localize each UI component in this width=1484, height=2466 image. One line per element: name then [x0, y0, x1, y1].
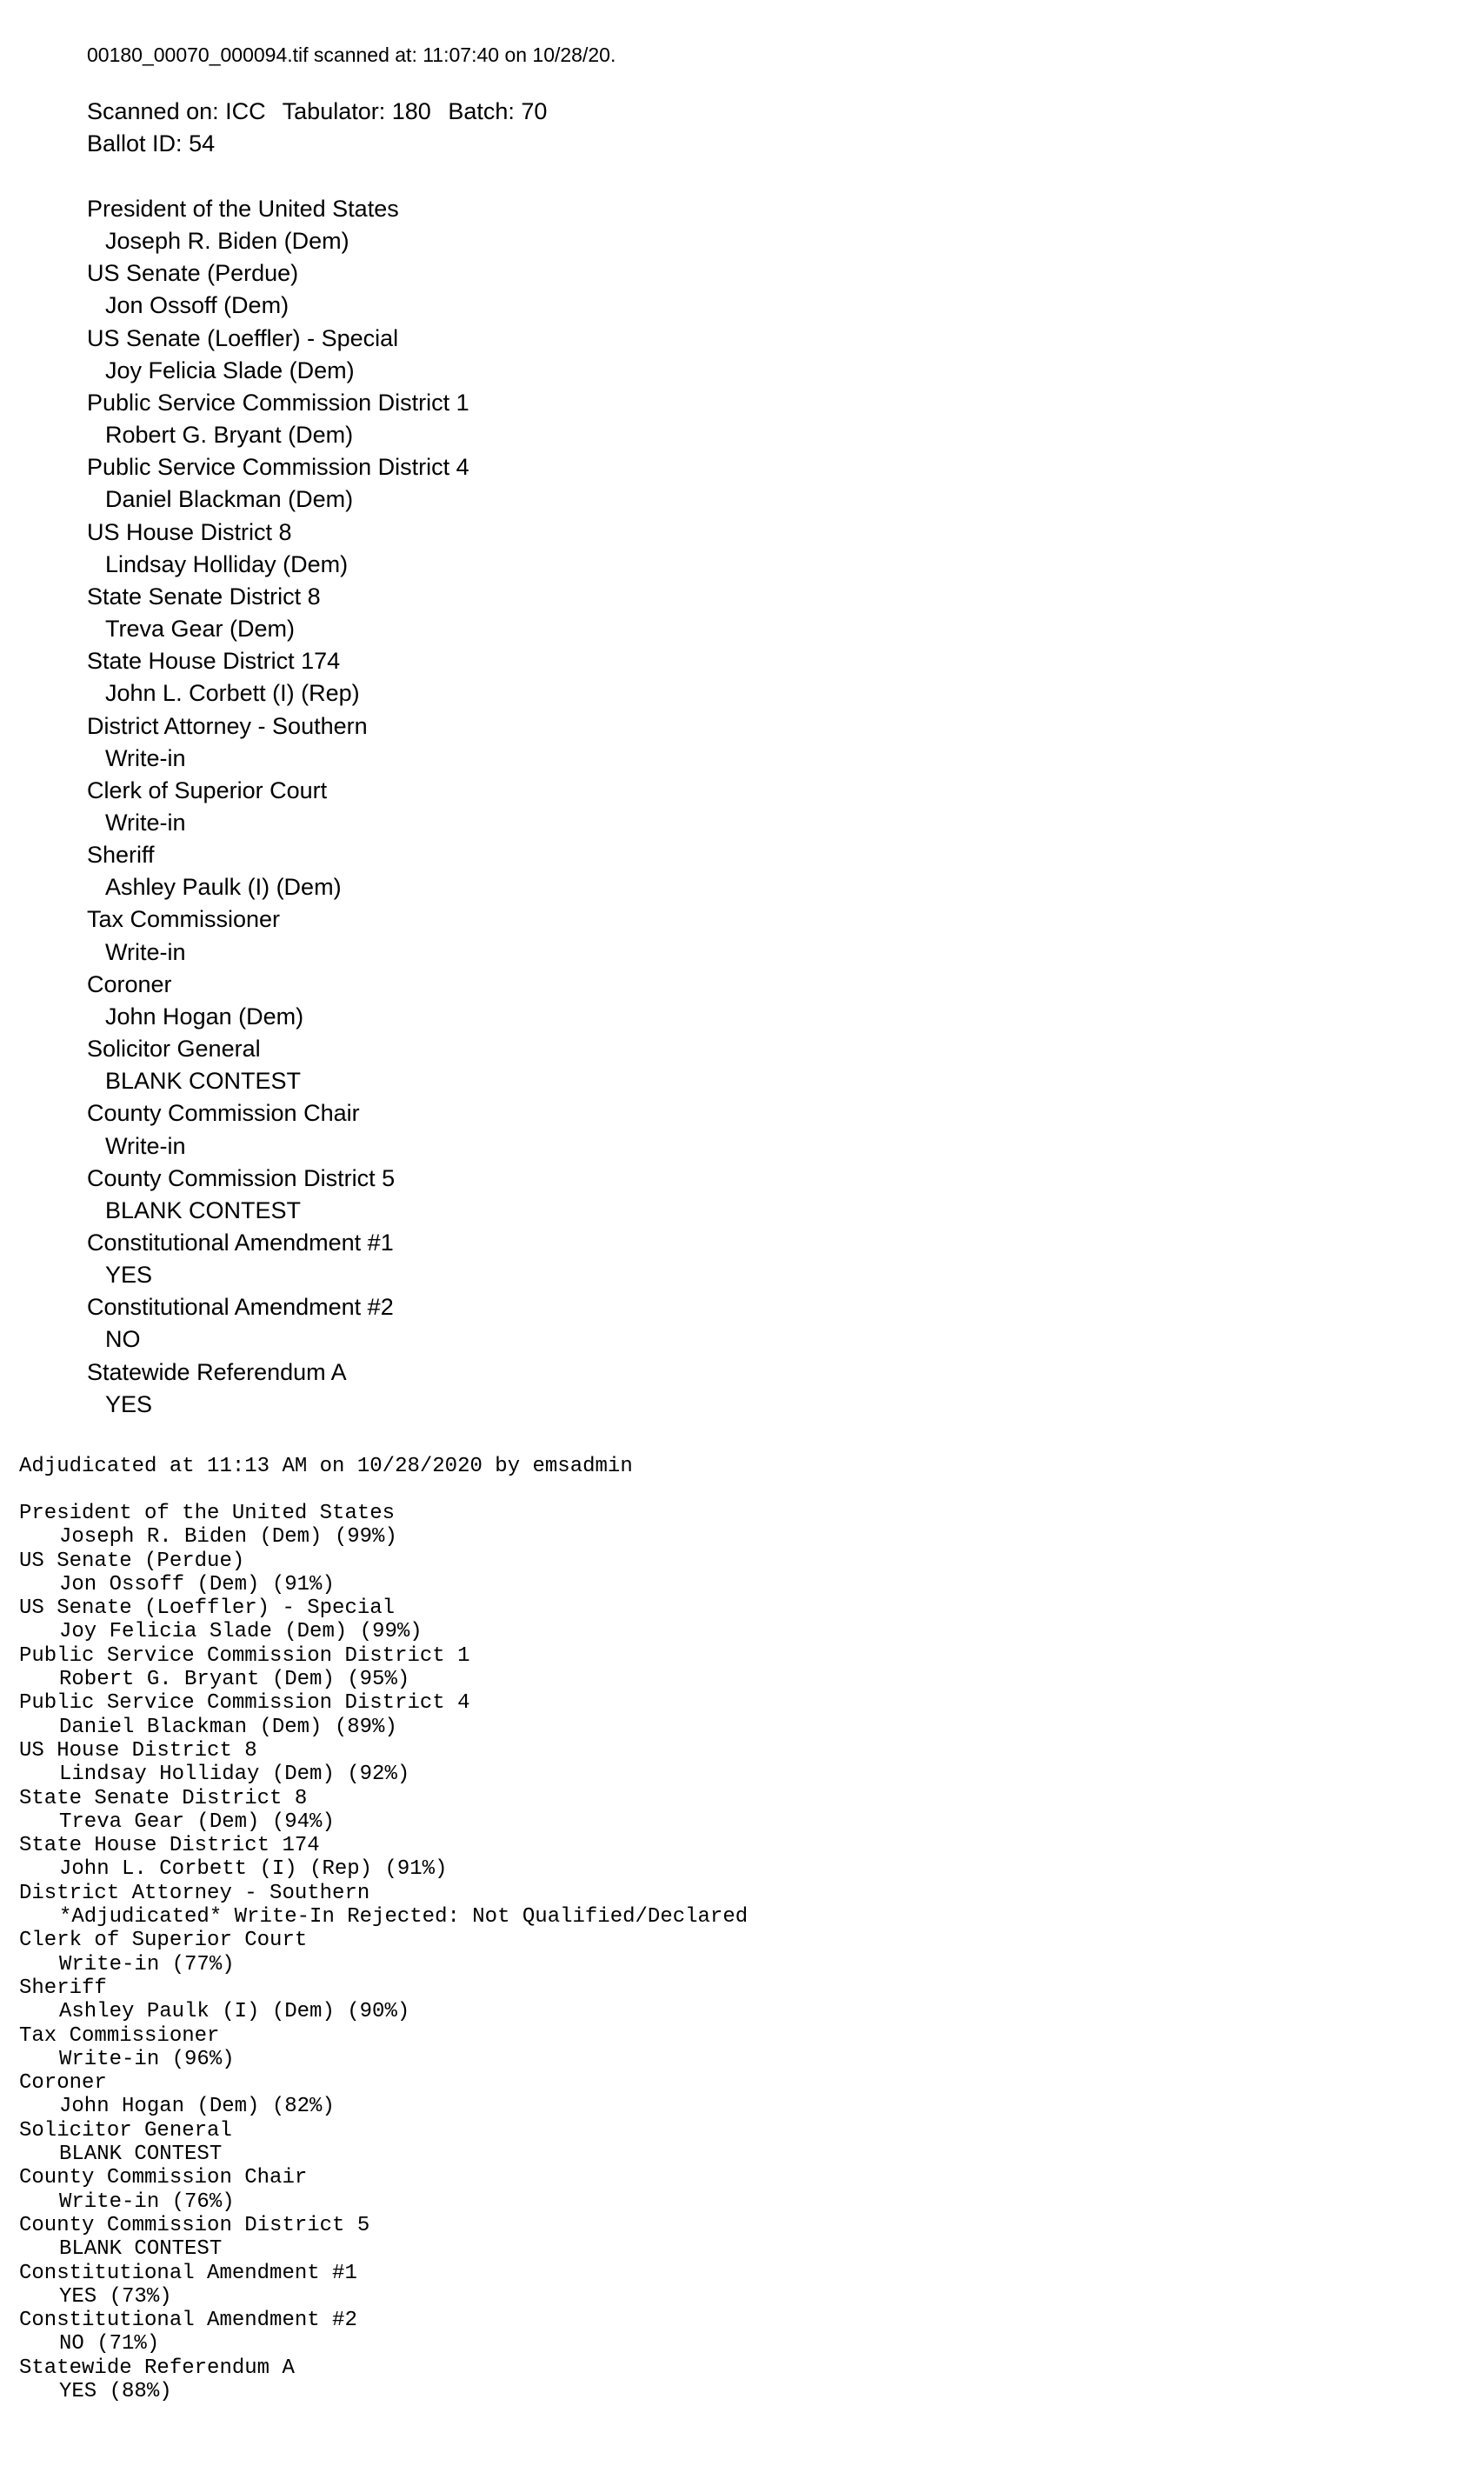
contest-title: Public Service Commission District 1: [19, 1643, 470, 1668]
contest-choice: John L. Corbett (I) (Rep): [105, 680, 360, 707]
contest-title: President of the United States: [19, 1502, 396, 1525]
ballot-id-row: [87, 128, 547, 160]
contest-title: County Commission Chair: [19, 2166, 308, 2190]
contest-title: US Senate (Perdue): [87, 260, 299, 287]
contest-choice: Ashley Paulk (I) (Dem): [105, 874, 342, 901]
contest-choice: YES (73%): [59, 2284, 172, 2309]
scanned-contest-list: [87, 193, 469, 1421]
contest-title: US House District 8: [87, 518, 292, 545]
contest-title: Solicitor General: [87, 1036, 261, 1063]
contest-title: State House District 174: [19, 1834, 320, 1858]
contest-choice: NO (71%): [59, 2332, 160, 2356]
contest-title: Statewide Referendum A: [87, 1358, 347, 1385]
batch-value: 70: [521, 98, 548, 124]
contest-title: District Attorney - Southern: [87, 712, 368, 739]
contest-title: Solicitor General: [19, 2118, 232, 2143]
contest-title: Clerk of Superior Court: [87, 776, 328, 803]
contest-title: US House District 8: [19, 1738, 257, 1763]
contest-choice: John Hogan (Dem): [105, 1003, 304, 1030]
contest-title: Public Service Commission District 4: [19, 1691, 470, 1716]
tabulator-label: Tabulator:: [282, 98, 386, 124]
contest-title: President of the United States: [87, 196, 399, 222]
scan-info: [87, 96, 547, 160]
contest-choice: YES: [105, 1262, 153, 1289]
scan-meta-row: [87, 96, 547, 128]
contest-choice: Write-in: [105, 744, 186, 771]
contest-title: Public Service Commission District 1: [87, 389, 469, 416]
contest-choice: BLANK CONTEST: [59, 2143, 223, 2167]
contest-choice: Write-in: [105, 938, 186, 965]
contest-choice: Robert G. Bryant (Dem) (95%): [59, 1668, 410, 1692]
contest-title: Statewide Referendum A: [19, 2356, 295, 2380]
contest-choice: Lindsay Holliday (Dem) (92%): [59, 1763, 410, 1787]
contest-choice: Daniel Blackman (Dem): [105, 486, 354, 513]
contest-title: Tax Commissioner: [19, 2023, 220, 2048]
contest-choice: Joy Felicia Slade (Dem): [105, 357, 355, 383]
contest-choice: Write-in (96%): [59, 2047, 235, 2071]
contest-title: State House District 174: [87, 648, 341, 675]
contest-title: US Senate (Loeffler) - Special: [19, 1596, 396, 1621]
contest-choice: Write-in (77%): [59, 1952, 235, 1976]
ballot-id-value: 54: [189, 130, 216, 157]
contest-title: US Senate (Perdue): [19, 1549, 245, 1573]
contest-choice: Robert G. Bryant (Dem): [105, 422, 354, 449]
contest-choice: *Adjudicated* Write-In Rejected: Not Qualified/Declared: [59, 1905, 749, 1929]
contest-title: Coroner: [87, 970, 172, 997]
contest-choice: BLANK CONTEST: [59, 2237, 223, 2262]
contest-choice: John Hogan (Dem) (82%): [59, 2095, 335, 2119]
contest-choice: Treva Gear (Dem): [105, 616, 296, 643]
contest-title: Sheriff: [19, 1976, 107, 2000]
contest-title: Public Service Commission District 4: [87, 454, 469, 481]
contest-title: State Senate District 8: [19, 1786, 308, 1810]
contest-title: Constitutional Amendment #2: [19, 2309, 357, 2333]
tabulator-value: 180: [391, 98, 431, 124]
contest-title: Constitutional Amendment #1: [87, 1230, 394, 1256]
contest-choice: BLANK CONTEST: [105, 1068, 302, 1095]
scanned-on-label: Scanned on:: [87, 98, 219, 124]
contest-title: District Attorney - Southern: [19, 1881, 370, 1905]
contest-title: Sheriff: [87, 842, 155, 869]
contest-choice: Joseph R. Biden (Dem): [105, 228, 349, 255]
contest-choice: John L. Corbett (I) (Rep) (91%): [59, 1857, 448, 1882]
contest-choice: Write-in (76%): [59, 2189, 235, 2214]
ballot-id-label: Ballot ID:: [87, 130, 183, 157]
contest-choice: BLANK CONTEST: [105, 1196, 302, 1223]
contest-choice: Joseph R. Biden (Dem) (99%): [59, 1525, 397, 1550]
contest-choice: Write-in: [105, 1132, 186, 1159]
contest-choice: Ashley Paulk (I) (Dem) (90%): [59, 2000, 410, 2024]
scan-file-line: 00180_00070_000094.tif scanned at: 11:07:40 on 10/28/20.: [87, 43, 616, 66]
contest-choice: Daniel Blackman (Dem) (89%): [59, 1715, 397, 1739]
batch-label: Batch:: [448, 98, 515, 124]
contest-choice: Lindsay Holliday (Dem): [105, 550, 349, 577]
contest-choice: Write-in: [105, 809, 186, 836]
contest-choice: Joy Felicia Slade (Dem) (99%): [59, 1620, 423, 1644]
contest-choice: NO: [105, 1326, 141, 1353]
contest-choice: Treva Gear (Dem) (94%): [59, 1810, 335, 1834]
contest-title: County Commission Chair: [87, 1100, 360, 1127]
contest-title: Tax Commissioner: [87, 906, 281, 933]
contest-title: County Commission District 5: [87, 1164, 396, 1191]
adjudication-header: Adjudicated at 11:13 AM on 10/28/2020 by emsadmin: [19, 1455, 633, 1478]
contest-title: County Commission District 5: [19, 2213, 370, 2237]
scanned-on-value: ICC: [225, 98, 266, 124]
contest-title: Constitutional Amendment #1: [19, 2261, 357, 2285]
contest-choice: YES: [105, 1390, 153, 1417]
contest-title: Constitutional Amendment #2: [87, 1294, 394, 1321]
adjudicated-contest-list: [19, 1502, 748, 2403]
contest-title: Clerk of Superior Court: [19, 1929, 308, 1953]
contest-title: State Senate District 8: [87, 583, 321, 610]
contest-choice: YES (88%): [59, 2379, 172, 2403]
contest-choice: Jon Ossoff (Dem) (91%): [59, 1572, 335, 1596]
contest-title: Coroner: [19, 2071, 107, 2096]
contest-choice: Jon Ossoff (Dem): [105, 292, 289, 319]
contest-title: US Senate (Loeffler) - Special: [87, 324, 399, 351]
